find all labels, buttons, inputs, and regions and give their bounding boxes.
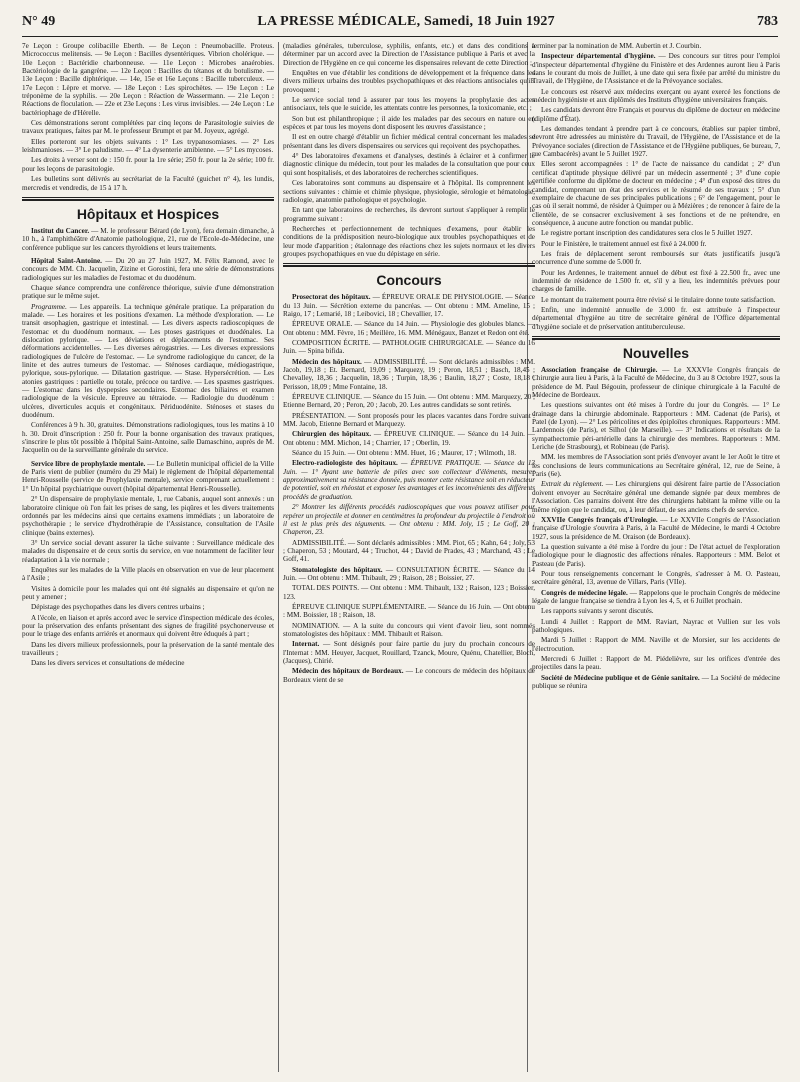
paragraph: Conférences à 9 h. 30, gratuites. Démonstrations radiologiques, tous les matins à 10 h. 30. Droit d'inscription : 250 fr. Pour la bonne organisation des travaux pratiques, s'inscrire le plus tôt possible à l'hôpital Saint-Antoine, salle Damaschino, auprès de M. Jacquelin ou de la surveillante générale du service. xyxy=(22,421,274,455)
article-heading: XXVIIe Congrès français d'Urologie. xyxy=(541,515,658,524)
article-heading: Prosectorat des hôpitaux. xyxy=(292,293,371,302)
paragraph xyxy=(22,303,274,420)
programme-body: — Les appareils. La technique générale pratique. La préparation du malade. — Les horaires et les positions d'examen. La méthode d'exploration. — Le transit œsophagien, gastrique et intestinal. — Les divers aspects radioscopiques de l'estomac et du duodénum normaux. — Les ptoses gastriques et duodénales. La dislocation pylorique. — Les déviations et déplacements de l'estomac. Ses déformations accidentelles. — Les diverses aérogastries. — Les diverses expressions radiologiques de l'ulcère de l'estomac. — Le syndrome radiologique du cancer, de la linite et des autres tumeurs de l'estomac. — Sténoses cardiaque, médiogastrique, pylorique, sous-pylorique. — Dilatation gastrique. — Stase. Hypersécrétion. — Les atonies gastriques : partielle ou totale, précoce ou tardive. — Les spasmes gastriques. — L'estomac dans les dyspepsies secondaires. Estomac des biliaires et examen radiologique de la vésicule. Epreuve au tétraiode. — Radiologie du duodénum : ulcères, diverticules acquis et congénitaux. Périduodénite. Sténoses et stases du duodénum. xyxy=(22,302,274,420)
article-body: — Le concours de médecin des hôpitaux de Bordeaux vient de se xyxy=(283,667,535,684)
paragraph: A l'école, en liaison et après accord avec le service d'inspection médicale des écoles, pour la préservation des enfants présentant des signes de fragilité psychonerveuse et pour le triage des enfants arriérés et anormaux qui doivent être éduqués à part ; xyxy=(22,613,274,639)
article-societe-medecine-publique xyxy=(532,674,780,691)
article-saint-antoine xyxy=(22,257,274,282)
column-2 xyxy=(283,42,535,1072)
article-heading: Chirurgien des hôpitaux. xyxy=(292,430,372,439)
paragraph: Le concours est réservé aux médecins exerçant ou ayant exercé les fonctions de médecin hygiéniste et aux diplômés des Instituts d'hygiène universitaires français. xyxy=(532,87,780,105)
article-heading: Service libre de prophylaxie mentale. xyxy=(31,459,146,468)
article-heading: Médecin des hôpitaux de Bordeaux. xyxy=(292,667,404,676)
article-congres-urologie xyxy=(532,516,780,541)
article-body: — Des concours sur titres pour l'emploi d'inspecteur départemental d'hygiène du Finistère et des Ardennes auront lieu à Paris dans le courant du mois de Juillet, à une date qui sera fixée par arrêté du ministre du Travail, de l'Hygiène, de l'Assistance et de la Prévoyance sociales. xyxy=(532,52,780,86)
paragraph: Le service social tend à assurer par tous les moyens la prophylaxie des actes antisociaux, tels que le suicide, les attentats contre les personnes, la toxicomanie, etc. ; xyxy=(283,96,535,113)
article-medecin-hopitaux xyxy=(283,358,535,391)
article-body: — La Société de médecine publique se réunira xyxy=(532,673,780,691)
paragraph: Les questions suivantes ont été mises à l'ordre du jour du Congrès. — 1° Le drainage dans la chirurgie abdominale. Rapporteurs : MM. Cadenat (de Paris), et Patel (de Lyon). — 2° Les péricolites et des épiploïtes chroniques. Rapporteurs : MM. Lardennois (de Paris), et Silhol (de Marseille). — 3° Indications et résultats de la sympathectomie péri-artérielle dans la chirurgie des membres. Rapporteurs : MM. Leriche (de Strasbourg), et Robineau (de Paris). xyxy=(532,401,780,452)
paragraph: (maladies générales, tuberculose, syphilis, enfants, etc.) et dans des conditions à déterminer par un accord avec la Direction de l'Assistance publique à Paris et avec la Direction de l'Hygiène en ce qui concerne les dispensaires relevant de cette Direction ; xyxy=(283,42,535,67)
article-internat xyxy=(283,640,535,665)
paragraph: 4° Des laboratoires d'examens et d'analyses, destinés à éclairer et à confirmer le diagnostic clinique du médecin, tout pour les malades de la consultation que pour ceux qui sont hospitalisés, et des laboratoires de recherches scientifiques. xyxy=(283,152,535,177)
article-body: — Le XXXVIe Congrès français de Chirurgie aura lieu à Paris, à la Faculté de Médecine, du 3 au 8 Octobre 1927, sous la présidence de M. Paul Bégouin, professeur de clinique chirurgicale à la Faculté de Médecine de Bordeaux. xyxy=(532,366,780,400)
extrait-label: Extrait du règlement. xyxy=(541,480,604,489)
article-body: — Le XXVIIe Congrès de l'Association française d'Urologie s'ouvrira à Paris, à la Faculté de Médecine, le mardi 4 Octobre 1927, sous la présidence de M. Oraison (de Bordeaux). xyxy=(532,515,780,541)
paragraph: Dans les divers services et consultations de médecine xyxy=(31,659,185,668)
page-number: 783 xyxy=(757,14,778,29)
paragraph: PRÉSENTATION. — Sont proposés pour les places vacantes dans l'ordre suivant : MM. Jacob, Etienne Bernard et Marquezy. xyxy=(283,411,535,429)
paragraph: Dans les divers milieux professionnels, pour la préservation de la santé mentale des travailleurs ; xyxy=(22,640,274,657)
paragraph: ÉPREUVE CLINIQUE SUPPLÉMENTAIRE. — Séance du 16 Juin. — Ont obtenu : MM. Boissier, 18 ; Raison, 18. xyxy=(283,602,535,620)
paragraph: Dépistage des psychopathes dans les divers centres urbains ; xyxy=(31,603,205,612)
section-rule xyxy=(283,263,535,264)
column-1 xyxy=(22,42,274,1072)
article-association-chirurgie xyxy=(532,366,780,399)
article-body: — ÉPREUVE CLINIQUE. — Séance du 14 Juin. — Ont obtenu : MM. Michon, 14 ; Charrier, 17 ; Oberlin, 19. xyxy=(283,430,535,447)
article-inspecteur-hygiene xyxy=(532,52,780,85)
article-chirurgien xyxy=(283,430,535,447)
paragraph: Les candidats devront être Français et pourvus du diplôme de docteur en médecine (diplôme d'État). xyxy=(532,106,780,123)
paragraph: Enquêtes sur les malades de la Ville placés en observation en vue de leur placement à l'Asile ; xyxy=(22,565,274,583)
paragraph: COMPOSITION ÉCRITE. — PATHOLOGIE CHIRURGICALE. — Séance du 16 Juin. — Spina bifida. xyxy=(283,338,535,356)
paragraph: 3° Un service social devant assurer la tâche suivante : Surveillance médicale des malades du dispensaire et de ceux sortis du service, en vue notamment de faciliter leur réadaptation à la vie normale ; xyxy=(22,538,274,564)
section-rule xyxy=(532,336,780,337)
paragraph: Mercredi 6 Juillet : Rapport de M. Piédelièvre, sur les orifices d'entrée des projectiles dans la peau. xyxy=(532,655,780,672)
paragraph: Les demandes tendant à prendre part à ce concours, établies sur papier timbré, devront être adressées au ministère du Travail, de l'Hygiène, de l'Assistance et de la Prévoyance sociales (direction de l'Assistance et de l'Hygiène publiques, 6e bureau, 7, rue Cambacérès) avant le 5 Juillet 1927. xyxy=(532,125,780,159)
paragraph: Le registre portant inscription des candidatures sera clos le 5 Juillet 1927. xyxy=(541,229,753,238)
paragraph: Chaque séance comprendra une conférence théorique, suivie d'une démonstration pratique sur le même sujet. xyxy=(22,283,274,301)
paragraph: Lundi 4 Juillet : Rapport de MM. Raviart, Nayrac et Vullien sur les vols pathologiques. xyxy=(532,617,780,634)
paragraph: Pour les Ardennes, le traitement annuel de début est fixé à 22.500 fr., avec une indemnité de résidence de 1.500 fr. et, s'il y a lieu, les indemnités prévues pour charges de famille. xyxy=(532,268,780,294)
article-heading: Médecin des hôpitaux. xyxy=(292,357,362,366)
article-heading: Internat. xyxy=(292,640,320,649)
paragraph: Elles porteront sur les objets suivants : 1° Les trypanosomiases. — 2° Les leishmanioses. — 3° Le paludisme. — 4° La dysenterie amibienne. — 5° Les mycoses. xyxy=(22,137,274,155)
article-institut-cancer xyxy=(22,227,274,252)
article-body: — ÉPREUVE PRATIQUE. — Séance du 13 Juin. — 1° Ayant une batterie de piles avec son collecteur d'éléments, mesurer approximativement sa résistance donnée, puis monter cette résistance soit en réducteur de potentiel, soit en rhéostat et exposer les avantages et les inconvénients des différents procédés de graduation. xyxy=(283,459,535,501)
article-body: — ADMISSIBILITÉ. — Sont déclarés admissibles : MM. Jacob, 19,18 ; Et. Bernard, 19,09 ; Marquezy, 19 ; Peron, 18,51 ; Basch, 18,45 ; Chevalley, 18,36 ; Jacquelin, 18,36 ; Turpin, 18,36 ; Baulin, 18,27 ; Coste, 18,18 ; Perisson, 18,09 ; Mme Fontaine, 18. xyxy=(283,357,535,391)
programme-label: Programme. xyxy=(31,302,67,311)
section-rule xyxy=(22,197,274,198)
extrait-body: — Les chirurgiens qui désirent faire partie de l'Association doivent envoyer au Secrétaire général une demande signée par deux membres de l'Association. Ces parrains doivent être des chirurgiens habitant la même ville ou la même région que le candidat, ou, à leur défaut, de ses anciens chefs de service. xyxy=(532,480,780,514)
article-prophylaxie xyxy=(22,460,274,493)
paragraph: Le montant du traitement pourra être révisé si le titulaire donne toute satisfaction. xyxy=(541,295,776,304)
section-title-concours: Concours xyxy=(376,272,442,289)
paragraph: Les bulletins sont délivrés au secrétariat de la Faculté (guichet n° 4), les lundis, mercredis et vendredis, de 15 à 17 h. xyxy=(22,175,274,192)
paragraph: Elles seront accompagnées : 1° de l'acte de naissance du candidat ; 2° d'un certificat d'aptitude physique délivré par un médecin assermenté ; 3° d'une copie certifiée conforme du diplôme de docteur en médecine ; 4° d'un exposé des titres du candidat, comprenant un état des services et le résumé de ses travaux ; 5° d'un exemplaire de chacune de ses principales publications ; 6° de l'engagement, pour le cas où il serait nommé, de résider à Quimper ou à Mézières ; de renoncer à faire de la clientèle, de se consacrer exclusivement à ses fonctions et de ne prétendre, en conséquence, à aucune autre fonction ou mandat public. xyxy=(532,160,780,227)
article-heading: Société de Médecine publique et de Génie sanitaire. xyxy=(541,673,700,682)
paragraph: Mardi 5 Juillet : Rapport de MM. Naville et de Morsier, sur les accidents de l'électrocution. xyxy=(532,636,780,653)
article-electro-radiologiste xyxy=(283,459,535,501)
section-rule xyxy=(22,199,274,201)
lessons-list: 7e Leçon : Groupe colibacille Eberth. — 8e Leçon : Pneumobacille. Proteus. Micrococcus melitensis. — 9e Leçon : Bacilles dysentériques. Vibrion cholérique. — 10e Leçon : Bactéridie charbonneuse. — 11e Leçon : Microbes anaérobies. Bactériologie de la gangrène. — 12e Leçon : Bacilles du tétanos et du botulisme. — 13e Leçon : Bacille diphtérique. — 14e, 15e et 16e Leçons : Bacille tuberculeux. — 17e Leçon : Lèpre et morve. — 18e Leçon : Les spirochètes. — 19e Leçon : Le tréponème de la syphilis. — 20e Leçon : Réaction de Wassermann. — 21e Leçon : Réactions de floculation. — 22e et 23e Leçons : Les virus invisibles. — 24e Leçon : Le bactériophage de d'Hérelle. xyxy=(22,42,274,117)
article-body: — ÉPREUVE ORALE DE PHYSIOLOGIE. — Séance du 13 Juin. — Sécrétion externe du pancréas. — Ont obtenu : MM. Ameline, 15 ; Raigo, 17 ; Lemarié, 18 ; Leibovici, 18 ; Chevallier, 17. xyxy=(283,293,535,318)
page-header xyxy=(22,14,778,37)
paragraph: Recherches et perfectionnement de techniques d'examens, pour établir les conditions de la prédisposition neuro-biologique aux troubles psychopathiques et de leur mode d'apparition ; étalonnage des réactions chez les sujets normaux et les divers groupes psychopathiques en vue du dépistage en série. xyxy=(283,224,535,258)
article-bordeaux xyxy=(283,667,535,684)
paragraph: ADMISSIBILITÉ. — Sont déclarés admissibles : MM. Piot, 65 ; Kahn, 64 ; Joly, 53 ; Chaperon, 53 ; Moutard, 44 ; Truchot, 44 ; David de Prades, 43 ; Marchand, 43 ; Le Goff, 41. xyxy=(283,538,535,564)
paragraph: Les rapports suivants y seront discutés. xyxy=(541,607,654,616)
paragraph: Il est en outre chargé d'établir un fichier médical central concernant les malades se présentant dans les divers dispensaires ou services qui reçoivent des psychopathes. xyxy=(283,133,535,150)
article-heading: Stomatologiste des hôpitaux. xyxy=(292,565,383,574)
paragraph: Pour tous renseignements concernant le Congrès, s'adresser à M. O. Pasteau, secrétaire général, 13, avenue de Villars, Paris (VIIe). xyxy=(532,569,780,587)
article-prosectorat xyxy=(283,293,535,318)
paragraph: Séance du 15 Juin. — Ont obtenu : MM. Huet, 16 ; Maurer, 17 ; Wilmoth, 18. xyxy=(292,449,517,458)
paragraph: TOTAL DES POINTS. — Ont obtenu : MM. Thibault, 132 ; Raison, 123 ; Boissier, 123. xyxy=(283,584,535,601)
column-divider xyxy=(278,42,279,1072)
paragraph: ÉPREUVE CLINIQUE. — Séance du 15 Juin. — Ont obtenu : MM. Marquezy, 20 ; Etienne Bernard, 20 ; Peron, 20 ; Jacob, 20. Les autres candidats se sont retirés. xyxy=(283,393,535,410)
paragraph: 2° Montrer les différents procédés radioscopiques que vous pouvez utiliser pour repérer un projectile et donner en centimètres la profondeur du projectile à l'endroit où il est le plus près des téguments. — Ont obtenu : MM. Joly, 15 ; Le Goff, 20 ; Chaperon, 23. xyxy=(283,503,535,537)
article-heading: Hôpital Saint-Antoine. xyxy=(31,256,102,265)
article-body: — M. le professeur Bérard (de Lyon), fera demain dimanche, à 10 h., à l'amphithéâtre d'Anatomie pathologique, 21, rue de l'Ecole-de-Médecine, une conférence publique sur les cancers thyroïdiens et leurs traitements. xyxy=(22,226,274,252)
article-medecine-legale xyxy=(532,589,780,606)
paragraph xyxy=(532,480,780,513)
article-heading: Association française de Chirurgie. xyxy=(541,366,658,374)
section-rule xyxy=(532,338,780,340)
article-body: — Rappelons que le prochain Congrès de médecine légale de langue française se tiendra à Lyon les 4, 5, et 6 Juillet prochain. xyxy=(532,588,780,605)
paragraph: NOMINATION. — A la suite du concours qui vient d'avoir lieu, sont nommés stomatologistes des hôpitaux : MM. Thibault et Raison. xyxy=(283,621,535,638)
paragraph: Visites à domicile pour les malades qui ont été signalés au dispensaire et qu'on ne peut y amener ; xyxy=(22,584,274,601)
paragraph: MM. les membres de l'Association sont priés d'envoyer avant le 1er Août le titre et les conclusions de leurs communications au Secrétaire général, 12, rue de Seine, à Paris (6e). xyxy=(532,453,780,479)
paragraph: Les frais de déplacement seront remboursés sur états justificatifs jusqu'à concurrence d'une somme de 5.000 fr. xyxy=(532,249,780,267)
paragraph: Les droits à verser sont de : 150 fr. pour la 1re série; 250 fr. pour la 2e série; 100 fr. pour les leçons de parasitologie. xyxy=(22,156,274,173)
paragraph: Son but est philanthropique ; il aide les malades par des secours en nature ou en espèces et par tous les moyens dont disposent les œuvres d'assistance ; xyxy=(283,114,535,132)
paragraph: Ces laboratoires sont communs au dispensaire et à l'hôpital. Ils comprennent les sections suivantes : chimie et chimie physique, physiologie, sérologie et hématologie, radiologie, anatomie pathologique et psychologie. xyxy=(283,179,535,204)
article-heading: Congrès de médecine légale. xyxy=(541,588,628,597)
paragraph: Ces démonstrations seront complétées par cinq leçons de Parasitologie suivies de travaux pratiques, faites par M. le professeur Brumpt et par M. Joyeux, agrégé. xyxy=(22,119,274,136)
paragraph: Enquêtes en vue d'établir les conditions de développement et la fréquence dans les divers milieux urbains des troubles psychopathiques et des réactions antisociales qu'ils provoquent ; xyxy=(283,69,535,94)
article-body: — Le Bulletin municipal officiel de la Ville de Paris vient de publier (numéro du 29 Mai) le règlement de l'hôpital départemental Henri-Rousselle (service de Prophylaxie mentale), service comprenant actuellement : 1° Un hôpital psychiatrique ouvert (hôpital départemental Henri-Rousselle). xyxy=(22,459,274,493)
article-heading: Inspecteur départemental d'hygiène. xyxy=(541,52,656,61)
article-body: — Du 20 au 27 Juin 1927, M. Félix Ramond, avec le concours de MM. Ch. Jacquelin, Zizine et Gorostini, fera une série de démonstrations radiologiques sur les maladies de l'estomac et du duodénum. xyxy=(22,256,274,282)
paragraph: terminer par la nomination de MM. Aubertin et J. Courbin. xyxy=(532,42,702,50)
article-body: — Sont désignés pour faire partie du jury du prochain concours de l'Internat : MM. Heuyer, Jacquet, Rouillard, Tzanck, Moure, Quénu, Chatellier, Bloch, (Jacques), Chirié. xyxy=(283,640,535,665)
section-title-hopitaux: Hôpitaux et Hospices xyxy=(76,205,220,222)
article-stomatologiste xyxy=(283,566,535,583)
paragraph: La question suivante a été mise à l'ordre du jour : De l'état actuel de l'exploration radiologique pour le diagnostic des affections rénales. Rapporteurs : MM. Belot et Pasteau (de Paris). xyxy=(532,542,780,568)
section-title-nouvelles: Nouvelles xyxy=(622,345,690,361)
article-heading: Electro-radiologiste des hôpitaux. xyxy=(292,459,398,468)
issue-number: N° 49 xyxy=(22,14,56,29)
article-heading: Institut du Cancer. xyxy=(31,226,90,235)
paragraph: 2° Un dispensaire de prophylaxie mentale, 1, rue Cabanis, auquel sont annexés : un laboratoire clinique où l'on fait les prises de sang, les piqûres et les divers traitements ordonnés par les médecins ainsi que certains examens immédiats ; un laboratoire de psychothérapie ; le service d'hydrothérapie de l'Assistance, consultation de l'Asile clinique (bains externes). xyxy=(22,495,274,537)
newspaper-title: LA PRESSE MÉDICALE, Samedi, 18 Juin 1927 xyxy=(257,14,555,29)
article-body: — CONSULTATION ÉCRITE. — Séance du 14 Juin. — Ont obtenu : MM. Thibault, 29 ; Raison, 28 ; Boissier, 27. xyxy=(283,565,535,582)
paragraph: ÉPREUVE ORALE. — Séance du 14 Juin. — Physiologie des globules blancs. — Ont obtenu : MM. Fèvre, 16 ; Meillère, 16. MM. Ménégaux, Banzet et Redon ont été. xyxy=(283,320,535,337)
paragraph: En tant que laboratoires de recherches, ils devront surtout s'appliquer à remplir le programme suivant : xyxy=(283,206,535,223)
paragraph: Pour le Finistère, le traitement annuel est fixé à 24.000 fr. xyxy=(541,239,707,248)
paragraph: Enfin, une indemnité annuelle de 3.000 fr. est attribuée à l'inspecteur départemental d'hygiène au titre de secrétaire général de l'Office départemental d'hygiène sociale et de préservation antituberculeuse. xyxy=(532,305,780,331)
section-rule xyxy=(283,265,535,267)
column-3 xyxy=(532,42,780,1072)
